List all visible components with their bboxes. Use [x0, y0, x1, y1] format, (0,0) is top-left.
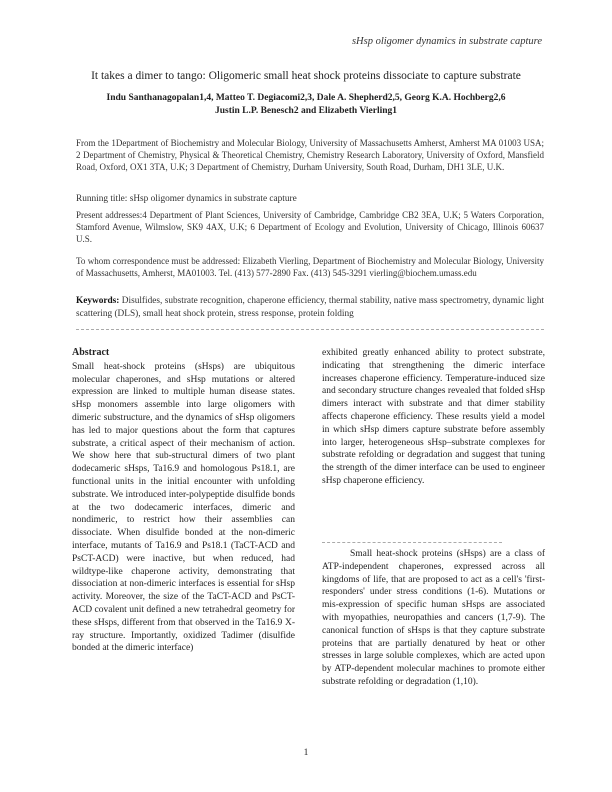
affiliations: From the 1Department of Biochemistry and Molecular Biology, University of Massachusetts Amherst, Amherst MA 01003 USA; 2 Department of Chemistry, Physical & Theoretical Chemistry, Chemistry Research Laboratory, University of Oxford, Mansfield Road, Oxford, OX1 3TA, U.K; 3 Department of Chemistry, Durham University, South Road, Durham, DH1 3LE, U.K. [76, 138, 544, 173]
author-list [90, 92, 522, 118]
page-number: 1 [303, 748, 309, 758]
abstract-text-right: exhibited greatly enhanced ability to protect substrate, indicating that strengthening the dimeric interface increases chaperone efficiency. Temperature-induced size and secondary structure changes revealed that folded sHsp dimers interact with substrate and that dimer stability affects chaperone efficiency. These results yield a model in which sHsp dimers capture substrate before assembly into larger, heterogeneous sHsp–substrate complexes for substrate refolding or degradation and suggest that tuning the strength of the dimer interface can be used to engineer sHsp chaperone efficiency. [322, 348, 545, 486]
introduction-text: Small heat-shock proteins (sHsps) are a class of ATP-independent chaperones, expressed across all kingdoms of life, that are proposed to act as a cell's 'first-responders' under stress conditions (1-6). Mutations or mis-expression of specific human sHsps are associated with myopathies, neuropathies and cancers (1,7-9). The canonical function of sHsps is that they capture substrate proteins that are partially denatured by heat or other stresses in large soluble complexes, which are acted upon by ATP-dependent molecular machines to promote either substrate refolding or degradation (1,10). [322, 549, 545, 687]
abstract-column-right [322, 347, 545, 488]
correspondence: To whom correspondence must be addressed: Elizabeth Vierling, Department of Biochemistry and Molecular Biology, University of Massachusetts, Amherst, MA01003. Tel. (413) 577-2890 Fax. (413) 545-3291 vierling@biochem.umass.edu [76, 256, 544, 279]
abstract-end-divider [322, 542, 502, 543]
paper-title: It takes a dimer to tango: Oligomeric small heat shock proteins dissociate to capture substrate [91, 70, 521, 82]
running-title: Running title: sHsp oligomer dynamics in substrate capture [76, 194, 297, 204]
keywords-text: Disulfides, substrate recognition, chaperone efficiency, thermal stability, native mass spectrometry, dynamic light scattering (DLS), small heat shock protein, stress response, protein folding [76, 296, 544, 319]
introduction-column [322, 548, 545, 689]
authors-line-2: Justin L.P. Benesch2 and Elizabeth Vierling1 [214, 106, 398, 116]
abstract-text-left: Small heat-shock proteins (sHsps) are ubiquitous molecular chaperones, and sHsp mutations or altered expression are linked to multiple human disease states. sHsp monomers assemble into large oligomers with dimeric substructure, and the dynamics of sHsp oligomers has led to major questions about the form that captures substrate, a critical aspect of their mechanism of action. We show here that sub-structural dimers of two plant dodecameric sHsps, Ta16.9 and homologous Ps18.1, are functional units in the initial encounter with unfolding substrate. We introduced inter-polypeptide disulfide bonds at the two dodecameric interfaces, dimeric and nondimeric, to restrict how their assemblies can dissociate. When disulfide bonded at the non-dimeric interface, mutants of Ta16.9 and Ps18.1 (TaCT-ACD and PsCT-ACD) were inactive, but when reduced, had wildtype-like chaperone activity, demonstrating that dissociation at non-dimeric interfaces is essential for sHsp activity. Moreover, the size of the TaCT-ACD and PsCT-ACD covalent unit defined a new tetrahedral geometry for these sHsps, different from that observed in the Ta16.9 X-ray structure. Importantly, oxidized Tadimer (disulfide bonded at the dimeric interface) [72, 361, 295, 654]
running-head: sHsp oligomer dynamics in substrate capture [351, 36, 542, 47]
keywords-label: Keywords: [76, 296, 120, 306]
abstract-heading: Abstract [72, 347, 110, 358]
keywords [76, 295, 544, 321]
abstract-column-left [72, 347, 295, 655]
present-addresses: Present addresses:4 Department of Plant Sciences, University of Cambridge, Cambridge CB2 3EA, U.K; 5 Waters Corporation, Stamford Avenue, Wilmslow, SK9 4AX, U.K; 6 Department of Ecology and Evolution, University of Chicago, Illinois 60637 U.S. [76, 210, 544, 245]
authors-line-1: Indu Santhanagopalan1,4, Matteo T. Degiacomi2,3, Dale A. Shepherd2,5, Georg K.A. Hochberg2,6 [106, 93, 506, 103]
section-divider [76, 329, 544, 330]
